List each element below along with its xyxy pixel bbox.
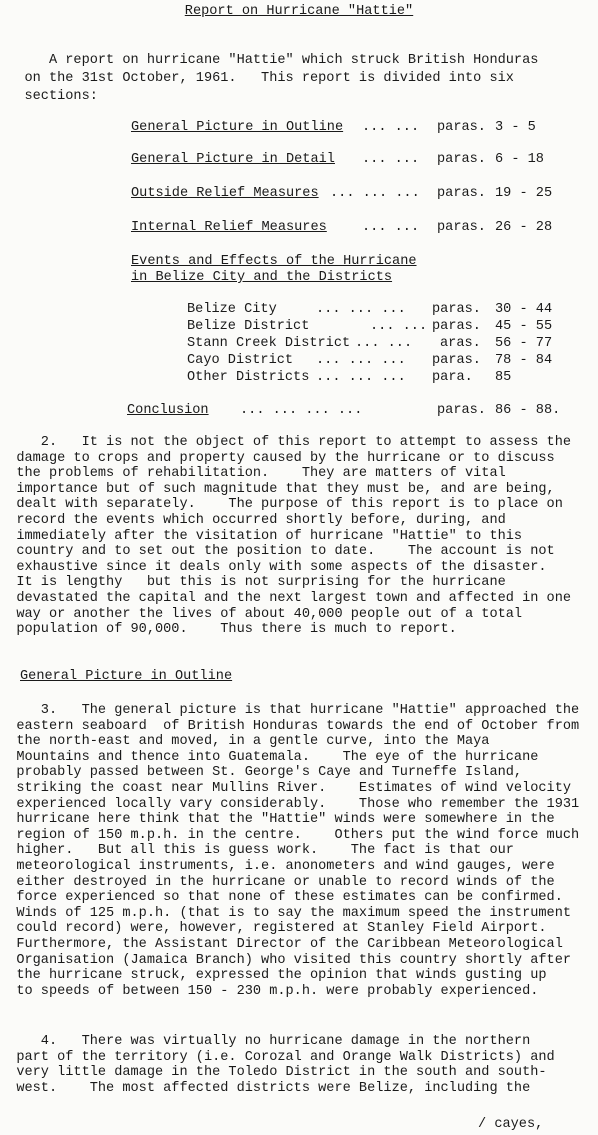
text-line: either destroyed in the hurricane or unable to record winds of the (0, 874, 555, 890)
toc-paras-label: paras. (437, 403, 486, 418)
toc-label: Other Districts (187, 370, 310, 385)
toc-paras-label: paras. (437, 120, 486, 135)
toc-label: Events and Effects of the Hurricane (131, 254, 417, 269)
text-line: hurricane here think that the "Hattie" winds were somewhere in the (0, 812, 555, 828)
toc-range: 78 - 84 (495, 353, 553, 368)
text-line: meteorological instruments, i.e. anonometers and wind gauges, were (0, 858, 555, 874)
text-line: Furthermore, the Assistant Director of the Caribbean Meteorological (0, 936, 563, 952)
text-line: the north-east and moved, in a gentle curve, into the Maya (0, 734, 490, 750)
text-line: higher. But all this is guess work. The fact is that our (0, 843, 514, 859)
toc-dots: ... ... (362, 120, 420, 135)
text-line: west. The most affected districts were Belize, including the (0, 1080, 531, 1096)
text-line: damage to crops and property caused by the hurricane or to discuss (0, 450, 555, 466)
text-line: force experienced so that none of these estimates can be confirmed. (0, 890, 563, 906)
toc-dots: ... ... ... (316, 353, 406, 368)
text-line: importance but of such magnitude that they must be, and are being, (0, 481, 555, 497)
text-line: the hurricane struck, expressed the opinion that winds gusting up (0, 968, 547, 984)
text-line: the problems of rehabilitation. They are matters of vital (0, 466, 506, 482)
toc-paras-label: paras. (432, 319, 481, 334)
toc-paras-label: paras. (432, 302, 481, 317)
text-line: experienced locally vary considerably. Those who remember the 1931 (0, 796, 580, 812)
text-line: eastern seaboard of British Honduras towards the end of October from (0, 718, 580, 734)
text-line: population of 90,000. Thus there is much to report. (0, 622, 457, 638)
toc-paras-label: para. (432, 370, 473, 385)
text-line: 4. There was virtually no hurricane damage in the northern (0, 1034, 531, 1049)
toc-paras-label: paras. (437, 186, 486, 201)
text-line: region of 150 m.p.h. in the centre. Others put the wind force much (0, 827, 580, 843)
toc-range: 30 - 44 (495, 302, 553, 317)
text-line: striking the coast near Mullins River. Estimates of wind velocity (0, 780, 572, 796)
intro-line: A report on hurricane "Hattie" which struck British Honduras (0, 53, 539, 68)
toc-dots: ... ... ... (330, 186, 420, 201)
text-line: devastated the capital and the next largest town and affected in one (0, 590, 572, 606)
section-heading: General Picture in Outline (20, 669, 233, 684)
text-line: very little damage in the Toledo District in the south and south- (0, 1065, 547, 1081)
intro-paragraph (0, 52, 538, 106)
continuation-marker: / cayes, (478, 1117, 544, 1132)
intro-line: on the 31st October, 1961. This report is divided into six (0, 71, 514, 86)
text-line: dealt with separately. The purpose of this report is to place on (0, 497, 563, 513)
toc-label: Outside Relief Measures (131, 186, 319, 201)
toc-paras-label: paras. (432, 353, 481, 368)
toc-dots: ... ... (370, 319, 428, 334)
toc-dots: ... ... ... (316, 302, 406, 317)
toc-dots: ... ... (362, 152, 420, 167)
toc-paras-label: paras. (437, 152, 486, 167)
toc-label: in Belize City and the Districts (131, 270, 393, 285)
toc-label: Conclusion (127, 403, 209, 418)
text-line: immediately after the visitation of hurricane "Hattie" to this (0, 528, 523, 544)
paragraph-3 (0, 703, 598, 999)
text-line: It is lengthy but this is not surprising for the hurricane (0, 575, 506, 591)
toc-range: 26 - 28 (495, 220, 553, 235)
text-line: record the events which occurred shortly before, during, and (0, 512, 506, 528)
text-line: Winds of 125 m.p.h. (that is to say the maximum speed the instrument (0, 905, 572, 921)
text-line: exhaustive since it deals only with some aspects of the disaster. (0, 559, 547, 575)
toc-label: Stann Creek District (187, 336, 351, 351)
toc-dots: ... ... ... ... (240, 403, 363, 418)
toc-range: 19 - 25 (495, 186, 553, 201)
text-line: country and to set out the position to date. The account is not (0, 544, 555, 560)
toc-dots: ... ... ... (316, 370, 406, 385)
report-title: Report on Hurricane "Hattie" (184, 4, 414, 19)
toc-label: General Picture in Detail (131, 152, 335, 167)
toc-label: Belize District (187, 319, 310, 334)
toc-label: Belize City (187, 302, 277, 317)
paragraph-4 (0, 1034, 598, 1096)
text-line: probably passed between St. George's Caye and Turneffe Island, (0, 765, 523, 781)
paragraph-2 (0, 435, 598, 638)
toc-range: 45 - 55 (495, 319, 553, 334)
text-line: to speeds of between 150 - 230 m.p.h. were probably experienced. (0, 983, 539, 999)
toc-label: General Picture in Outline (131, 120, 344, 135)
toc-range: 6 - 18 (495, 152, 544, 167)
toc-paras-label: aras. (440, 336, 481, 351)
toc-label: Cayo District (187, 353, 294, 368)
intro-line: sections: (0, 89, 98, 104)
text-line: 3. The general picture is that hurricane "Hattie" approached the (0, 703, 580, 718)
text-line: part of the territory (i.e. Corozal and Orange Walk Districts) and (0, 1049, 555, 1065)
text-line: Mountains and thence into Guatemala. The eye of the hurricane (0, 749, 539, 765)
text-line: could record) were, however, registered at Stanley Field Airport. (0, 921, 547, 937)
toc-range: 85 (495, 370, 512, 385)
text-line: way or another the lives of about 40,000 people out of a total (0, 606, 523, 622)
text-line: 2. It is not the object of this report to attempt to assess the (0, 435, 572, 450)
toc-range: 56 - 77 (495, 336, 553, 351)
toc-range: 3 - 5 (495, 120, 536, 135)
toc-paras-label: paras. (437, 220, 486, 235)
toc-dots: ... ... (362, 220, 420, 235)
toc-label: Internal Relief Measures (131, 220, 327, 235)
toc-range: 86 - 88. (495, 403, 561, 418)
text-line: Organisation (Jamaica Branch) who visited this country shortly after (0, 952, 572, 968)
toc-dots: ... ... (355, 336, 413, 351)
